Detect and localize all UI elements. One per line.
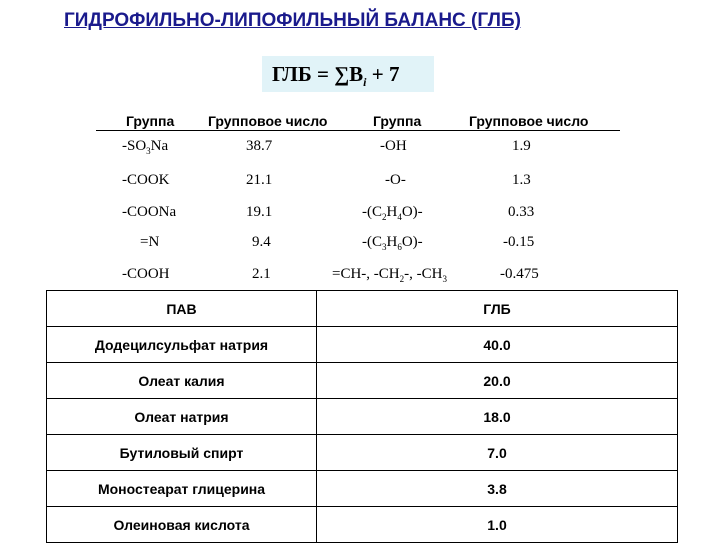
group-number: 1.3 [512, 172, 531, 188]
group-formula: $-(C_3H_6O)-$ [362, 234, 423, 252]
group-number: 21.1 [246, 172, 273, 188]
surfactant-name: Олеат натрия [47, 399, 317, 435]
surfactant-name: Моностеарат глицерина [47, 471, 317, 507]
group-number: 0.33 [508, 204, 535, 220]
hlb-formula [262, 56, 434, 92]
group-number: 19.1 [246, 204, 273, 220]
formula-subscript: i [363, 75, 367, 90]
surfactant-name: Олеиновая кислота [47, 507, 317, 543]
group-number: 9.4 [252, 234, 271, 250]
surfactant-name: Бутиловый спирт [47, 435, 317, 471]
hlb-table [46, 290, 678, 543]
hlb-value: 1.0 [317, 507, 678, 543]
group-number-header-2: Групповое число [469, 113, 589, 129]
surfactant-name: Олеат калия [47, 363, 317, 399]
group-number: 1.9 [512, 138, 531, 154]
group-formula: $-(C_2H_4O)-$ [362, 204, 423, 222]
table-row [47, 507, 678, 543]
group-header-1: Группа [126, 113, 175, 129]
group-formula: -O- [385, 172, 406, 188]
table-row [47, 363, 678, 399]
formula-left: ГЛБ = ∑B [272, 62, 364, 86]
hlb-value: 20.0 [317, 363, 678, 399]
table-header-row [47, 291, 678, 327]
group-number: -0.475 [500, 266, 539, 282]
group-formula: $-SO_3Na$ [122, 138, 169, 156]
group-number-header-1: Групповое число [208, 113, 328, 129]
group-header-2: Группа [373, 113, 422, 129]
group-number: -0.15 [503, 234, 535, 250]
hlb-value: 3.8 [317, 471, 678, 507]
table-row [47, 435, 678, 471]
group-header-rule [96, 130, 620, 131]
group-number: 2.1 [252, 266, 271, 282]
formula-right: + 7 [366, 62, 400, 86]
column-header-hlb: ГЛБ [317, 291, 678, 327]
surfactant-name: Додецилсульфат натрия [47, 327, 317, 363]
page-title: ГИДРОФИЛЬНО-ЛИПОФИЛЬНЫЙ БАЛАНС (ГЛБ) [64, 10, 521, 31]
table-row [47, 399, 678, 435]
hlb-value: 40.0 [317, 327, 678, 363]
group-number: 38.7 [246, 138, 273, 154]
table-row [47, 471, 678, 507]
group-formula: =CH-, $-CH_2-$, $-CH_3$ [332, 266, 447, 284]
group-formula: -OH [380, 138, 407, 154]
hlb-value: 18.0 [317, 399, 678, 435]
group-formula: -COOH [122, 266, 170, 282]
table-row [47, 327, 678, 363]
group-formula: -COOK [122, 172, 170, 188]
column-header-surfactant: ПАВ [47, 291, 317, 327]
group-formula: =N [140, 234, 160, 250]
hlb-value: 7.0 [317, 435, 678, 471]
group-formula: -COONa [122, 204, 177, 220]
